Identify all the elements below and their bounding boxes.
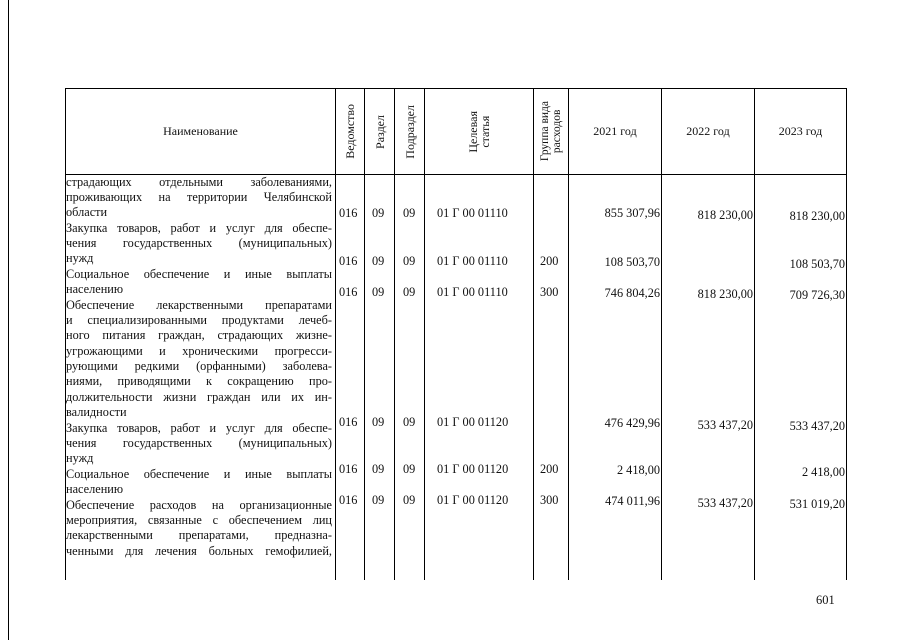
name-line: нужд: [66, 451, 94, 465]
name-line: области: [66, 205, 108, 219]
header-gruppa: [534, 89, 568, 174]
header-2023: [755, 89, 846, 174]
header-podrazdel-label: Подраздел: [402, 104, 417, 159]
cell-vedomstvo: 016: [339, 254, 358, 268]
left-margin-rule: [8, 0, 9, 640]
cell-razdel: 09: [372, 254, 385, 268]
header-2022-label: 2022 год: [686, 124, 730, 138]
name-line: угрожающими и хроническими прогресси-: [66, 344, 332, 358]
cell-2022: 818 230,00: [697, 287, 753, 301]
cell-razdel: 09: [372, 415, 385, 429]
name-line: чения государственных (муниципальных): [66, 436, 332, 450]
header-2021-label: 2021 год: [593, 124, 637, 138]
cell-2023: 709 726,30: [789, 288, 845, 302]
header-celevaya-statya-label: [467, 111, 491, 153]
cell-2021: 855 307,96: [604, 206, 660, 220]
cell-razdel: 09: [372, 462, 385, 476]
cell-gruppa: 200: [540, 462, 559, 476]
header-vedomstvo-label: Ведомство: [343, 104, 357, 159]
cell-2022: 533 437,20: [697, 496, 753, 510]
cell-podrazdel: 09: [403, 415, 416, 429]
header-razdel: [365, 89, 394, 174]
name-line: Закупка товаров, работ и услуг для обеспе-: [66, 221, 332, 235]
header-vedomstvo: [336, 89, 364, 174]
cell-gruppa: 300: [540, 285, 559, 299]
header-celevaya-line2: статья: [478, 115, 492, 148]
cell-vedomstvo: 016: [339, 462, 358, 476]
cell-2021: 2 418,00: [616, 463, 660, 477]
header-2021: [569, 89, 661, 174]
header-gruppa-label: [539, 101, 563, 161]
cell-celevaya-statya: 01 Г 00 01110: [437, 285, 508, 299]
name-line: Социальное обеспечение и иные выплаты: [66, 467, 332, 481]
name-line: мероприятия, связанные с обеспечением лиц: [66, 513, 332, 527]
cell-2023: 531 019,20: [789, 497, 845, 511]
header-razdel-label: Раздел: [372, 114, 387, 149]
name-line: рующими редкими (орфанными) заболева-: [66, 359, 332, 373]
cell-razdel: 09: [372, 285, 385, 299]
header-gruppa-line2: расходов: [551, 109, 563, 154]
cell-2021: 746 804,26: [604, 286, 660, 300]
cell-razdel: 09: [372, 493, 385, 507]
cell-celevaya-statya: 01 Г 00 01110: [437, 254, 508, 268]
cell-podrazdel: 09: [403, 493, 416, 507]
cell-podrazdel: 09: [403, 462, 416, 476]
name-line: ниями, приводящими к сокращению про-: [66, 374, 332, 388]
name-line: лекарственными препаратами, предназна-: [66, 528, 332, 542]
name-line: валидности: [66, 405, 127, 419]
cell-gruppa: 300: [540, 493, 559, 507]
cell-podrazdel: 09: [403, 254, 416, 268]
cell-celevaya-statya: 01 Г 00 01120: [437, 462, 509, 476]
cell-celevaya-statya: 01 Г 00 01120: [437, 415, 509, 429]
name-line: нужд: [66, 251, 94, 265]
name-line: ченными для лечения больных гемофилией,: [66, 544, 332, 558]
cell-celevaya-statya: 01 Г 00 01110: [437, 206, 508, 220]
cell-2022: 533 437,20: [697, 418, 753, 432]
cell-2023: 533 437,20: [789, 419, 845, 433]
cell-podrazdel: 09: [403, 206, 416, 220]
header-celevaya-line1: Целевая: [466, 110, 480, 153]
name-line: Социальное обеспечение и иные выплаты: [66, 267, 332, 281]
cell-vedomstvo: 016: [339, 493, 358, 507]
header-2023-label: 2023 год: [778, 124, 823, 138]
header-name: [66, 89, 335, 174]
cell-podrazdel: 09: [403, 285, 416, 299]
page-number: 601: [816, 593, 835, 607]
cell-2023: 108 503,70: [789, 257, 845, 271]
cell-2023: 2 418,00: [801, 465, 845, 479]
cell-2021: 476 429,96: [604, 416, 660, 430]
column-divider: [846, 88, 847, 580]
header-celevaya-statya: [425, 89, 533, 174]
header-gruppa-line1: Группа вида: [539, 101, 551, 162]
cell-razdel: 09: [372, 206, 385, 220]
name-line: населению: [66, 282, 124, 296]
name-line: Обеспечение расходов на организационные: [66, 498, 332, 512]
name-line: ного питания граждан, страдающих жизне-: [66, 328, 332, 342]
cell-2023: 818 230,00: [789, 209, 845, 223]
cell-2022: 818 230,00: [697, 208, 753, 222]
name-line: проживающих на территории Челябинской: [66, 190, 332, 204]
name-line: и специализированными продуктами лечеб-: [66, 313, 332, 327]
name-line: Обеспечение лекарственными препаратами: [66, 298, 332, 312]
cell-vedomstvo: 016: [339, 206, 358, 220]
cell-vedomstvo: 016: [339, 415, 358, 429]
cell-celevaya-statya: 01 Г 00 01120: [437, 493, 509, 507]
header-2022: [662, 89, 754, 174]
cell-gruppa: 200: [540, 254, 559, 268]
name-line: населению: [66, 482, 124, 496]
name-line: страдающих отдельными заболеваниями,: [66, 175, 332, 189]
cell-2021: 474 011,96: [605, 494, 660, 508]
cell-vedomstvo: 016: [339, 285, 358, 299]
name-line: должительности жизни граждан или их ин-: [66, 390, 332, 404]
cell-2021: 108 503,70: [604, 255, 660, 269]
header-podrazdel: [395, 89, 424, 174]
name-line: Закупка товаров, работ и услуг для обеспе-: [66, 421, 332, 435]
header-name-label: Наименование: [163, 124, 238, 138]
name-line: чения государственных (муниципальных): [66, 236, 332, 250]
